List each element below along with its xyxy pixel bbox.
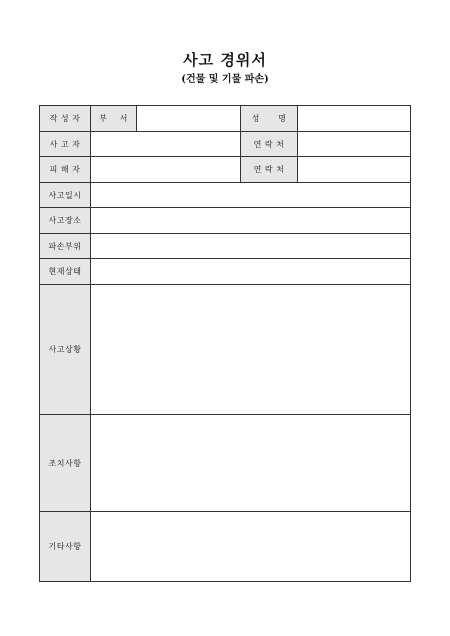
damaged-part-field[interactable] [91,234,411,259]
department-field[interactable] [137,106,241,132]
accident-report-form [39,105,411,582]
other-notes-row [40,512,411,582]
accident-details-label: 사고상황 [40,285,91,415]
accident-datetime-row [40,183,411,208]
document-title: 사고 경위서 [183,51,267,69]
victim-field[interactable] [91,157,241,183]
accident-place-row [40,208,411,234]
accident-person-contact-label: 연 락 처 [241,132,298,157]
writer-label: 작 성 자 [40,106,91,132]
accident-details-row [40,285,411,415]
accident-datetime-label: 사고일시 [40,183,91,208]
document-subtitle: (건물 및 기물 파손) [181,74,269,85]
accident-place-label: 사고장소 [40,208,91,234]
writer-row [40,106,411,132]
damaged-part-row [40,234,411,259]
actions-taken-field[interactable] [91,415,411,512]
accident-person-contact-field[interactable] [298,132,411,157]
victim-contact-label: 연 락 처 [241,157,298,183]
accident-person-field[interactable] [91,132,241,157]
damaged-part-label: 파손부위 [40,234,91,259]
accident-details-field[interactable] [91,285,411,415]
victim-label: 피 해 자 [40,157,91,183]
current-state-field[interactable] [91,259,411,285]
accident-datetime-field[interactable] [91,183,411,208]
name-field[interactable] [298,106,411,132]
victim-row [40,157,411,183]
victim-contact-field[interactable] [298,157,411,183]
actions-taken-label: 조치사항 [40,415,91,512]
other-notes-field[interactable] [91,512,411,582]
other-notes-label: 기타사항 [40,512,91,582]
department-label: 부 서 [91,106,137,132]
current-state-row [40,259,411,285]
accident-person-label: 사 고 자 [40,132,91,157]
accident-person-row [40,132,411,157]
accident-place-field[interactable] [91,208,411,234]
current-state-label: 현재상태 [40,259,91,285]
name-label: 성 명 [241,106,298,132]
actions-taken-row [40,415,411,512]
